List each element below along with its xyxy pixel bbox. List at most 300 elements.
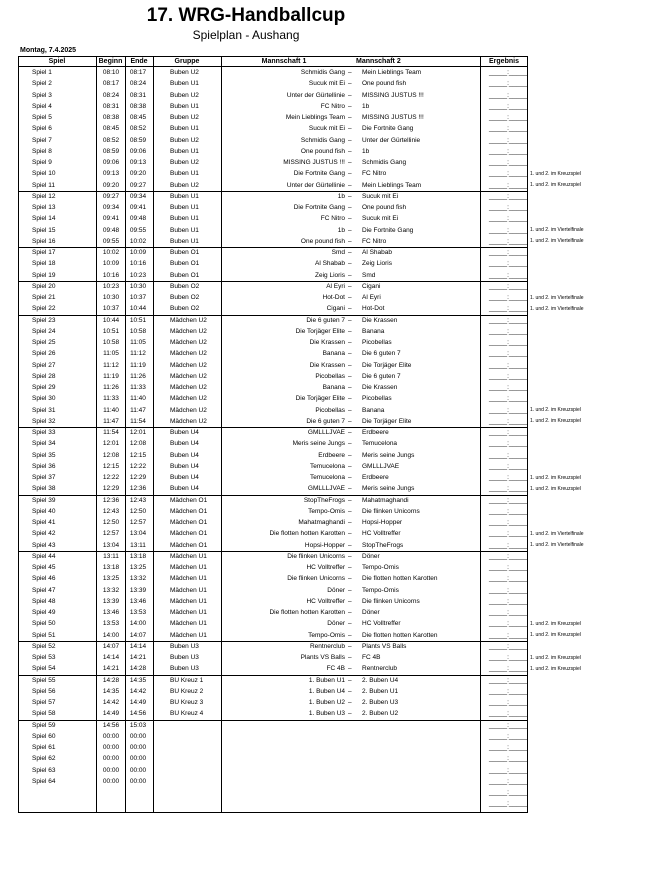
end-time: 09:55	[129, 226, 147, 234]
result-placeholder: _____:_____	[489, 125, 527, 133]
game-number: Spiel 18	[32, 260, 56, 268]
result-placeholder: _____:_____	[489, 339, 527, 346]
header-ende: Ende	[130, 58, 148, 65]
note: 1. und 2. im Kreuzspiel	[530, 632, 581, 638]
result-placeholder: _____:_____	[489, 732, 527, 740]
end-time: 11:40	[130, 395, 146, 403]
start-time: 12:22	[102, 474, 120, 481]
group: Mädchen U2	[170, 316, 207, 324]
table-row	[18, 686, 528, 697]
end-time: 14:07	[129, 631, 147, 639]
table-row	[18, 528, 528, 539]
dash: –	[348, 496, 352, 504]
note: 1. und 2. im Viertelfinale	[530, 227, 584, 233]
result-placeholder: _____:_____	[489, 564, 527, 571]
team-1: Die flinken Unicorns	[287, 575, 345, 583]
dash: –	[348, 237, 352, 245]
game-number: Spiel 3	[32, 91, 52, 99]
group: Buben U4	[170, 440, 199, 448]
result-placeholder: _____:_____	[489, 181, 527, 189]
team-2: Hopsi-Hopper	[362, 519, 403, 526]
dash: –	[348, 395, 352, 403]
result-placeholder: _____:_____	[489, 237, 527, 245]
team-2: Banana	[362, 406, 385, 414]
end-time: 13:53	[129, 609, 147, 616]
team-2: Meris seine Jungs	[362, 451, 415, 459]
group: Buben U1	[170, 170, 199, 178]
team-2: Sucuk mit Ei	[362, 215, 399, 223]
dash: –	[348, 710, 352, 718]
group: Mädchen U2	[170, 384, 207, 391]
game-number: Spiel 45	[32, 564, 56, 571]
team-1: Zeig Lioris	[315, 271, 345, 279]
team-1: Die 6 guten 7	[306, 417, 345, 425]
game-number: Spiel 64	[32, 777, 56, 785]
start-time: 08:10	[102, 69, 120, 76]
table-row	[18, 607, 528, 618]
table-row	[18, 618, 528, 629]
group: Buben O1	[170, 249, 200, 256]
start-time: 12:57	[102, 530, 120, 538]
team-1: Die Torjäger Elite	[295, 327, 345, 335]
dash: –	[348, 339, 352, 346]
result-placeholder: _____:_____	[489, 800, 527, 808]
dash: –	[348, 159, 352, 166]
team-1: Meris seine Jungs	[292, 440, 345, 448]
start-time: 12:43	[102, 507, 120, 515]
group: Buben U2	[170, 136, 199, 144]
end-time: 10:09	[129, 249, 147, 256]
table-row	[18, 67, 528, 78]
dash: –	[348, 204, 352, 211]
team-1: Tempo-Omis	[308, 631, 345, 639]
team-1: Temucelona	[309, 462, 345, 470]
table-row	[18, 708, 528, 719]
start-time: 08:38	[102, 114, 120, 121]
table-row	[18, 731, 528, 742]
end-time: 13:04	[129, 530, 147, 538]
dash: –	[348, 80, 352, 88]
team-2: HC Volltreffer	[362, 530, 401, 538]
start-time: 00:00	[102, 777, 120, 785]
note: 1. und 2. im Viertelfinale	[530, 294, 584, 301]
game-number: Spiel 1	[32, 69, 52, 76]
group: Buben U4	[170, 429, 199, 436]
result-placeholder: _____:_____	[489, 575, 527, 583]
end-time: 15:03	[129, 721, 147, 729]
table-row	[18, 438, 528, 449]
start-time: 10:23	[102, 282, 120, 290]
team-2: Die flinken Unicorns	[362, 507, 420, 515]
team-1: Banana	[322, 384, 345, 391]
end-time: 00:00	[129, 744, 147, 751]
group: Buben O1	[170, 260, 200, 268]
start-time: 09:27	[102, 192, 120, 200]
group: Buben U1	[170, 237, 199, 245]
end-time: 13:46	[129, 597, 147, 605]
end-time: 09:48	[129, 215, 147, 223]
game-number: Spiel 47	[32, 586, 56, 594]
end-time: 12:01	[129, 429, 147, 436]
start-time: 11:33	[103, 395, 119, 403]
table-row	[18, 517, 528, 528]
team-1: Die flotten hotten Karotten	[269, 609, 345, 616]
start-time: 09:55	[102, 237, 120, 245]
team-1: Rentnerclub	[309, 642, 345, 650]
result-placeholder: _____:_____	[489, 530, 527, 538]
note: 1. und 2. im Viertelfinale	[530, 305, 584, 312]
group-separator	[18, 495, 528, 496]
end-time: 08:38	[129, 102, 147, 110]
team-2: Zeig Lioris	[362, 260, 392, 268]
team-1: Schmidis Gang	[300, 69, 345, 76]
team-2: Al Eyri	[362, 294, 381, 301]
dash: –	[348, 429, 352, 436]
team-1: FC Nitro	[320, 102, 345, 110]
end-time: 09:41	[129, 204, 147, 211]
table-row	[18, 630, 528, 641]
result-placeholder: _____:_____	[489, 80, 527, 88]
end-time: 13:11	[130, 541, 146, 549]
start-time: 10:58	[102, 339, 120, 346]
group: Mädchen U2	[170, 372, 207, 380]
end-time: 12:57	[129, 519, 147, 526]
end-time: 12:08	[129, 440, 147, 448]
end-time: 11:05	[130, 339, 146, 346]
game-number: Spiel 21	[32, 294, 56, 301]
team-1: GMLLLJVAE	[307, 429, 345, 436]
end-time: 14:14	[129, 642, 147, 650]
group: Buben U3	[170, 665, 199, 673]
game-number: Spiel 52	[32, 642, 56, 650]
table-row	[18, 101, 528, 112]
team-1: One pound fish	[300, 237, 345, 245]
group: Buben U3	[170, 654, 199, 661]
result-placeholder: _____:_____	[489, 384, 527, 391]
team-2: Erdbeere	[362, 474, 389, 481]
team-2: Meris seine Jungs	[362, 485, 415, 493]
result-placeholder: _____:_____	[489, 766, 527, 774]
result-placeholder: _____:_____	[489, 789, 527, 796]
game-number: Spiel 62	[32, 755, 56, 763]
group: Mädchen U1	[170, 631, 207, 639]
start-time: 14:28	[102, 676, 120, 684]
header-ergebnis: Ergebnis	[489, 58, 519, 65]
result-placeholder: _____:_____	[489, 69, 527, 76]
result-placeholder: _____:_____	[489, 406, 527, 414]
team-2: Rentnerclub	[362, 665, 398, 673]
team-2: Banana	[362, 327, 385, 335]
end-time: 10:44	[129, 305, 147, 313]
group: Buben U2	[170, 159, 199, 166]
result-placeholder: _____:_____	[489, 485, 527, 493]
dash: –	[348, 597, 352, 605]
table-row	[18, 326, 528, 337]
team-1: Al Shabab	[315, 260, 345, 268]
result-placeholder: _____:_____	[489, 114, 527, 121]
game-number: Spiel 32	[32, 417, 56, 425]
result-placeholder: _____:_____	[489, 676, 527, 684]
table-row	[18, 652, 528, 663]
note: 1. und 2. im Viertelfinale	[530, 530, 584, 537]
dash: –	[348, 654, 352, 661]
header-gruppe: Gruppe	[174, 58, 200, 65]
start-time: 11:19	[103, 372, 119, 380]
dash: –	[348, 552, 352, 560]
game-number: Spiel 20	[32, 282, 56, 290]
start-time: 14:07	[102, 642, 120, 650]
game-number: Spiel 31	[32, 406, 56, 414]
group: Buben U4	[170, 451, 199, 459]
end-time: 09:34	[129, 192, 147, 200]
team-2: MISSING JUSTUS !!!	[362, 91, 424, 99]
game-number: Spiel 55	[32, 676, 56, 684]
table-row	[18, 742, 528, 753]
table-row	[18, 146, 528, 157]
game-number: Spiel 57	[32, 699, 56, 706]
end-time: 10:02	[129, 237, 147, 245]
dash: –	[348, 102, 352, 110]
result-placeholder: _____:_____	[489, 462, 527, 470]
team-2: Cigani	[362, 282, 381, 290]
game-number: Spiel 11	[32, 181, 56, 189]
end-time: 11:12	[130, 350, 146, 358]
team-2: Unter der Gürtellinie	[362, 136, 421, 144]
team-2: Die Torjäger Elite	[362, 417, 412, 425]
table-row	[18, 753, 528, 764]
table-row	[18, 483, 528, 494]
end-time: 14:49	[129, 699, 147, 706]
team-1: Al Eyri	[326, 282, 345, 290]
game-number: Spiel 19	[32, 271, 56, 279]
result-placeholder: _____:_____	[489, 586, 527, 594]
team-1: 1. Buben U1	[308, 676, 345, 684]
game-number: Spiel 2	[32, 80, 52, 88]
game-number: Spiel 9	[32, 159, 52, 166]
dash: –	[348, 384, 352, 391]
dash: –	[348, 507, 352, 515]
group: Buben U1	[170, 147, 199, 155]
end-time: 11:54	[130, 417, 146, 425]
start-time: 11:47	[103, 417, 119, 425]
result-placeholder: _____:_____	[489, 451, 527, 459]
game-number: Spiel 25	[32, 339, 56, 346]
start-time: 13:39	[102, 597, 120, 605]
table-row	[18, 765, 528, 776]
table-row	[18, 540, 528, 551]
team-2: Die 6 guten 7	[362, 350, 401, 358]
group-separator	[18, 427, 528, 428]
group: Buben U1	[170, 226, 199, 234]
team-2: 2. Buben U1	[362, 687, 399, 695]
schedule-date: Montag, 7.4.2025	[20, 47, 77, 54]
team-1: Hopsi-Hopper	[304, 541, 345, 549]
dash: –	[348, 642, 352, 650]
group-separator	[18, 191, 528, 192]
table-row	[18, 585, 528, 596]
table-row	[18, 427, 528, 438]
table-row	[18, 798, 528, 809]
start-time: 11:26	[103, 384, 119, 391]
group: Mädchen U1	[170, 575, 207, 583]
game-number: Spiel 38	[32, 485, 56, 493]
table-row	[18, 562, 528, 573]
start-time: 00:00	[102, 755, 120, 763]
team-1: Cigani	[326, 305, 345, 313]
team-1: Tempo-Omis	[308, 507, 345, 515]
team-1: Temucelona	[309, 474, 345, 481]
team-2: Temucelona	[362, 440, 398, 448]
end-time: 12:22	[129, 462, 147, 470]
team-1: Banana	[322, 350, 345, 358]
team-1: Sucuk mit Ei	[308, 125, 345, 133]
end-time: 14:21	[129, 654, 147, 661]
game-number: Spiel 6	[32, 125, 52, 133]
table-row	[18, 506, 528, 517]
end-time: 14:35	[129, 676, 147, 684]
dash: –	[348, 474, 352, 481]
note: 1. und 2. im Kreuzspiel	[530, 620, 581, 627]
team-2: FC 4B	[362, 654, 381, 661]
table-row	[18, 348, 528, 359]
table-row	[18, 135, 528, 146]
dash: –	[348, 417, 352, 425]
result-placeholder: _____:_____	[489, 417, 527, 425]
team-2: Plants VS Balls	[362, 642, 407, 650]
team-1: Die Krassen	[309, 339, 345, 346]
team-2: Die flotten hotten Karotten	[362, 631, 438, 639]
note: 1. und 2. im Viertelfinale	[530, 542, 584, 548]
dash: –	[348, 676, 352, 684]
team-1: 1. Buben U2	[308, 699, 345, 706]
dash: –	[348, 136, 352, 144]
end-time: 10:51	[129, 316, 147, 324]
result-placeholder: _____:_____	[489, 102, 527, 110]
result-placeholder: _____:_____	[489, 519, 527, 526]
result-placeholder: _____:_____	[489, 215, 527, 223]
group: Mädchen U1	[170, 609, 207, 616]
end-time: 10:23	[129, 271, 147, 279]
team-1: Mein Lieblings Team	[285, 114, 345, 121]
note: 1. und 2. im Kreuzspiel	[530, 485, 581, 492]
group-separator	[18, 281, 528, 282]
start-time: 12:08	[102, 451, 120, 459]
group: Mädchen U1	[170, 564, 207, 571]
start-time: 14:56	[102, 721, 120, 729]
game-number: Spiel 27	[32, 361, 56, 369]
team-2: Die Krassen	[362, 316, 398, 324]
group: Buben U2	[170, 181, 199, 189]
dash: –	[348, 226, 352, 234]
note: 1. und 2. im Kreuzspiel	[530, 474, 581, 481]
group: Mädchen U2	[170, 361, 207, 369]
dash: –	[348, 699, 352, 706]
game-number: Spiel 17	[32, 249, 56, 256]
start-time: 00:00	[102, 766, 120, 774]
table-row	[18, 281, 528, 292]
end-time: 09:13	[129, 159, 147, 166]
game-number: Spiel 43	[32, 541, 56, 549]
end-time: 12:36	[129, 485, 147, 493]
start-time: 09:34	[102, 204, 120, 211]
game-number: Spiel 58	[32, 710, 56, 718]
page-title: 17. WRG-Handballcup	[146, 5, 346, 26]
result-placeholder: _____:_____	[489, 204, 527, 211]
team-1: Die 6 guten 7	[306, 316, 345, 324]
start-time: 14:49	[102, 710, 120, 718]
table-row	[18, 258, 528, 269]
start-time: 09:20	[102, 181, 120, 189]
group: Mädchen U2	[170, 417, 207, 425]
dash: –	[348, 519, 352, 526]
group: Buben U1	[170, 125, 199, 133]
game-number: Spiel 60	[32, 732, 56, 740]
game-number: Spiel 46	[32, 575, 56, 583]
game-number: Spiel 49	[32, 609, 56, 616]
game-number: Spiel 42	[32, 530, 56, 538]
start-time: 09:13	[102, 170, 120, 178]
game-number: Spiel 15	[32, 226, 56, 234]
result-placeholder: _____:_____	[489, 699, 527, 706]
dash: –	[348, 125, 352, 133]
table-row	[18, 450, 528, 461]
result-placeholder: _____:_____	[489, 159, 527, 166]
dash: –	[348, 249, 352, 256]
group: Buben O2	[170, 305, 200, 313]
start-time: 10:30	[102, 294, 120, 301]
team-1: Die Fortnite Gang	[293, 204, 345, 211]
result-placeholder: _____:_____	[489, 271, 527, 279]
game-number: Spiel 39	[32, 496, 56, 504]
game-number: Spiel 23	[32, 316, 56, 324]
team-1: Die Krassen	[309, 361, 345, 369]
table-row	[18, 112, 528, 123]
game-number: Spiel 16	[32, 237, 56, 245]
table-row	[18, 720, 528, 731]
group-separator	[18, 720, 528, 721]
result-placeholder: _____:_____	[489, 620, 527, 628]
result-placeholder: _____:_____	[489, 316, 527, 324]
end-time: 11:47	[130, 406, 146, 414]
table-row	[18, 787, 528, 798]
start-time: 11:05	[103, 350, 119, 358]
start-time: 11:54	[103, 429, 119, 436]
end-time: 13:39	[129, 586, 147, 594]
game-number: Spiel 30	[32, 395, 56, 403]
team-1: 1. Buben U3	[308, 710, 345, 718]
game-number: Spiel 50	[32, 620, 56, 628]
end-time: 10:16	[129, 260, 147, 268]
group-separator	[18, 675, 528, 676]
dash: –	[348, 462, 352, 470]
team-2: Mahatmaghandi	[362, 496, 409, 504]
group: BU Kreuz 4	[170, 710, 204, 718]
team-1: Die flotten hotten Karotten	[269, 530, 345, 538]
table-row	[18, 697, 528, 708]
dash: –	[348, 687, 352, 695]
group: Mädchen U1	[170, 620, 207, 628]
end-time: 09:20	[129, 170, 147, 178]
end-time: 09:27	[129, 181, 147, 189]
group: Mädchen U2	[170, 406, 207, 414]
end-time: 08:31	[129, 91, 147, 99]
team-2: Al Shabab	[362, 249, 392, 256]
dash: –	[348, 541, 352, 549]
header-mannschaft-1: Mannschaft 1	[261, 58, 307, 65]
group: Buben U2	[170, 114, 199, 121]
end-time: 10:58	[129, 327, 147, 335]
dash: –	[348, 260, 352, 268]
